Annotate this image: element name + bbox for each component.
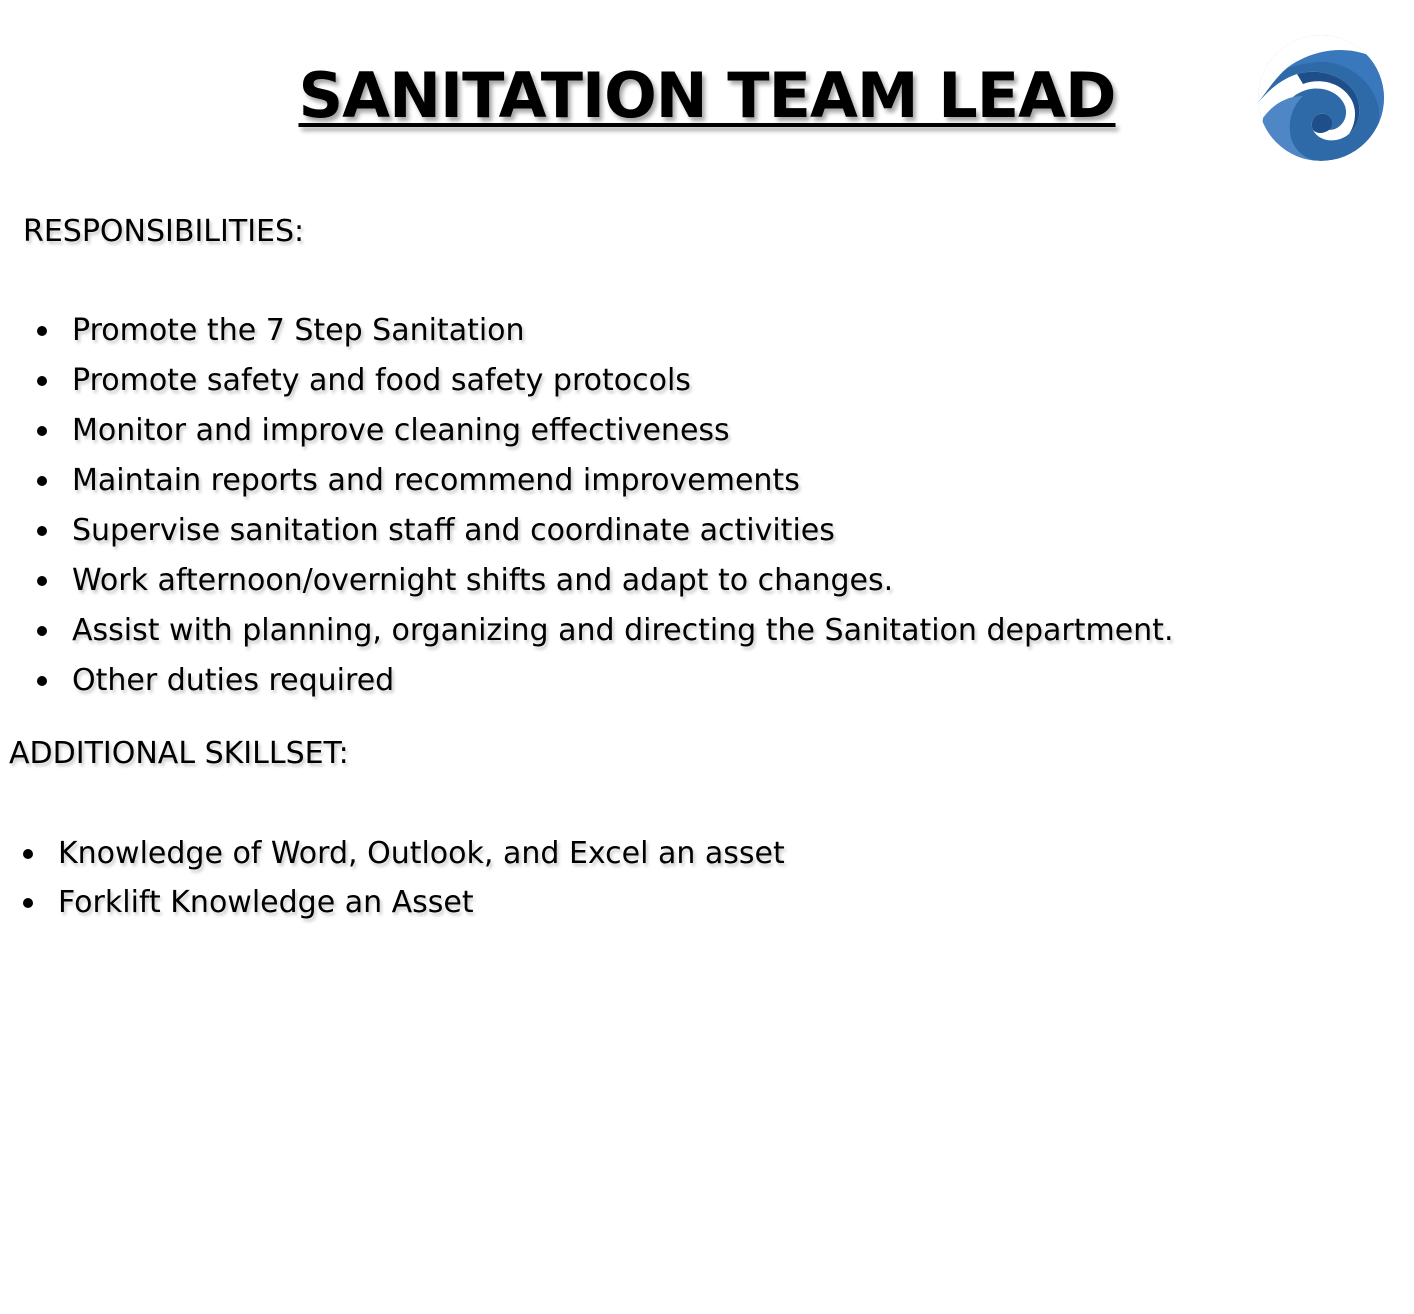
list-item [16, 878, 785, 927]
wave-logo-icon [1257, 34, 1385, 162]
list-item [30, 556, 1173, 606]
bullet-icon [37, 326, 47, 336]
list-item-text: Assist with planning, organizing and directing the Sanitation department. [72, 613, 1174, 648]
bullet-icon [37, 676, 47, 686]
list-item [30, 506, 1173, 556]
list-item [30, 306, 1173, 356]
additional-skillset-list [16, 829, 785, 927]
bullet-icon [23, 849, 33, 859]
list-item [30, 356, 1173, 406]
list-item [30, 406, 1173, 456]
list-item-text: Work afternoon/overnight shifts and adapt to changes. [72, 563, 894, 598]
bullet-icon [37, 426, 47, 436]
list-item [30, 456, 1173, 506]
bullet-icon [37, 376, 47, 386]
list-item-text: Supervise sanitation staff and coordinate activities [72, 513, 835, 548]
list-item-text: Forklift Knowledge an Asset [58, 885, 474, 920]
bullet-icon [23, 898, 33, 908]
responsibilities-list [30, 306, 1173, 706]
bullet-icon [37, 476, 47, 486]
list-item-text: Maintain reports and recommend improvements [72, 463, 800, 498]
bullet-icon [37, 526, 47, 536]
bullet-icon [37, 576, 47, 586]
list-item-text: Promote the 7 Step Sanitation [72, 313, 525, 348]
list-item [30, 606, 1173, 656]
additional-skillset-heading: ADDITIONAL SKILLSET: [9, 736, 349, 771]
list-item-text: Other duties required [72, 663, 395, 698]
bullet-icon [37, 626, 47, 636]
list-item [30, 656, 1173, 706]
list-item-text: Promote safety and food safety protocols [72, 363, 691, 398]
list-item [16, 829, 785, 878]
list-item-text: Monitor and improve cleaning effectiveness [72, 413, 730, 448]
responsibilities-heading: RESPONSIBILITIES: [23, 214, 305, 249]
page-title: SANITATION TEAM LEAD [298, 59, 1116, 132]
list-item-text: Knowledge of Word, Outlook, and Excel an asset [58, 836, 785, 871]
